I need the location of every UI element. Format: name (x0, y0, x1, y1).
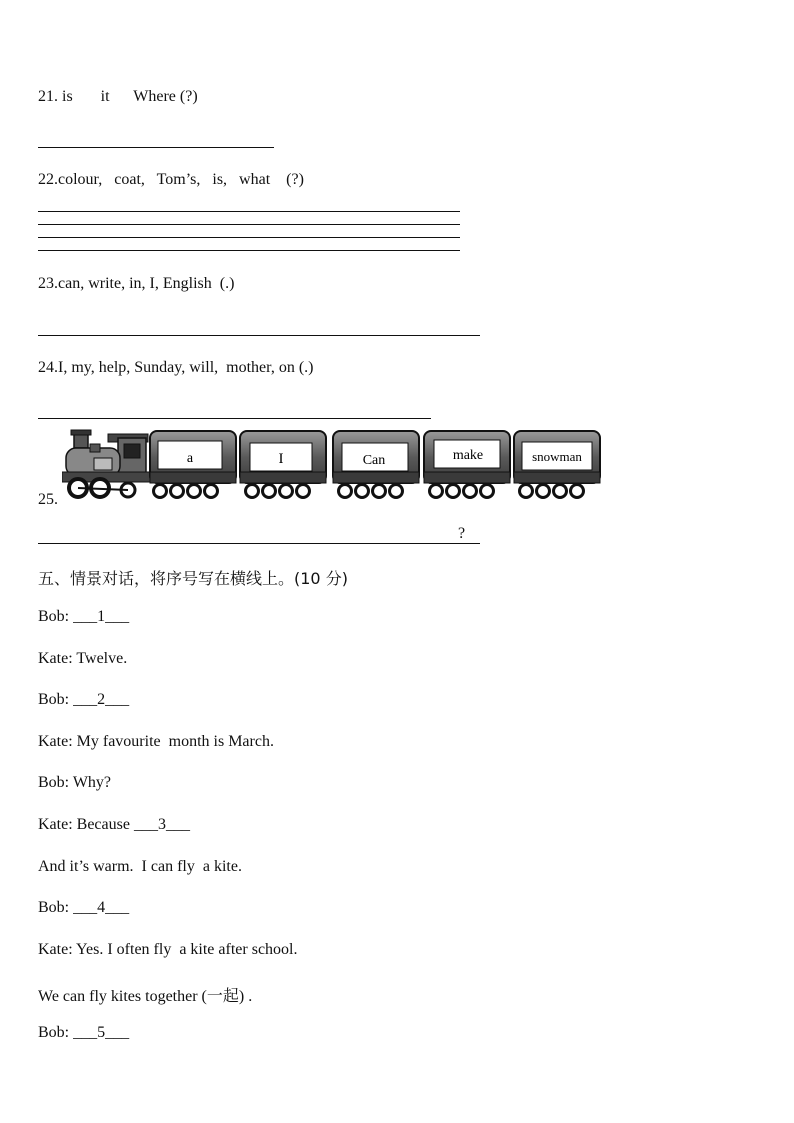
answer-line-22d[interactable] (38, 250, 460, 251)
answer-line-22b[interactable] (38, 224, 460, 225)
dialogue-line (38, 608, 129, 626)
question-25-number: 25. (38, 491, 58, 508)
question-22: 22.colour, coat, Tom’s, is, what (?) (38, 171, 304, 188)
train-illustration (62, 428, 602, 504)
dialogue-line (38, 774, 111, 792)
train-word-1: a (186, 451, 194, 466)
answer-line-24[interactable] (38, 418, 431, 419)
dialogue-text: Kate: Because (38, 816, 134, 833)
dialogue-text: Bob: (38, 691, 74, 708)
dialogue-blank[interactable]: ___1___ (73, 608, 130, 625)
dialogue-line (38, 1024, 129, 1042)
dialogue-line (38, 899, 129, 917)
answer-line-23[interactable] (38, 335, 480, 336)
dialogue-line (38, 816, 190, 834)
train-word-4: make (452, 448, 484, 463)
question-23: 23.can, write, in, I, English (.) (38, 275, 235, 292)
train-word-5: snowman (532, 449, 582, 464)
dialogue-text: Bob: (38, 608, 74, 625)
dialogue-line (38, 733, 274, 751)
train-car-3 (333, 431, 419, 498)
train-car-2 (240, 431, 326, 498)
dialogue-line (38, 650, 127, 668)
locomotive-icon (62, 430, 150, 497)
dialogue-line (38, 691, 129, 709)
train-car-1 (150, 431, 236, 498)
dialogue-text: Kate: Twelve. (38, 650, 128, 667)
dialogue-text: Kate: Yes. I often fly a kite after school. (38, 941, 298, 958)
dialogue-text: We can fly kites together (一起) . (38, 988, 253, 1005)
section-5-heading: 五、情景对话，将序号写在横线上。(10 分) (38, 569, 348, 588)
train-word-2: I (278, 451, 284, 467)
train-word-3: Can (362, 453, 386, 468)
answer-line-22a[interactable] (38, 211, 460, 212)
dialogue-text: Bob: Why? (38, 774, 112, 791)
answer-line-21[interactable] (38, 147, 274, 148)
dialogue-text: And it’s warm. I can fly a kite. (38, 858, 242, 875)
dialogue-text: Bob: (38, 899, 74, 916)
question-25-end-mark: ? (458, 525, 466, 542)
dialogue-line (38, 858, 242, 876)
dialogue-text: Kate: My favourite month is March. (38, 733, 274, 750)
dialogue-text: Bob: (38, 1024, 74, 1041)
answer-line-25[interactable] (38, 543, 480, 544)
train-car-5 (514, 431, 600, 498)
question-24: 24.I, my, help, Sunday, will, mother, on (.) (38, 359, 314, 376)
answer-line-22c[interactable] (38, 237, 460, 238)
dialogue-blank[interactable]: ___5___ (73, 1024, 130, 1041)
dialogue-blank[interactable]: ___2___ (73, 691, 130, 708)
dialogue-blank[interactable]: ___3___ (133, 816, 190, 833)
dialogue-line (38, 983, 252, 1006)
train-car-4 (424, 431, 510, 498)
dialogue-blank[interactable]: ___4___ (73, 899, 130, 916)
question-21: 21. is it Where (?) (38, 88, 198, 105)
dialogue-line (38, 941, 297, 959)
